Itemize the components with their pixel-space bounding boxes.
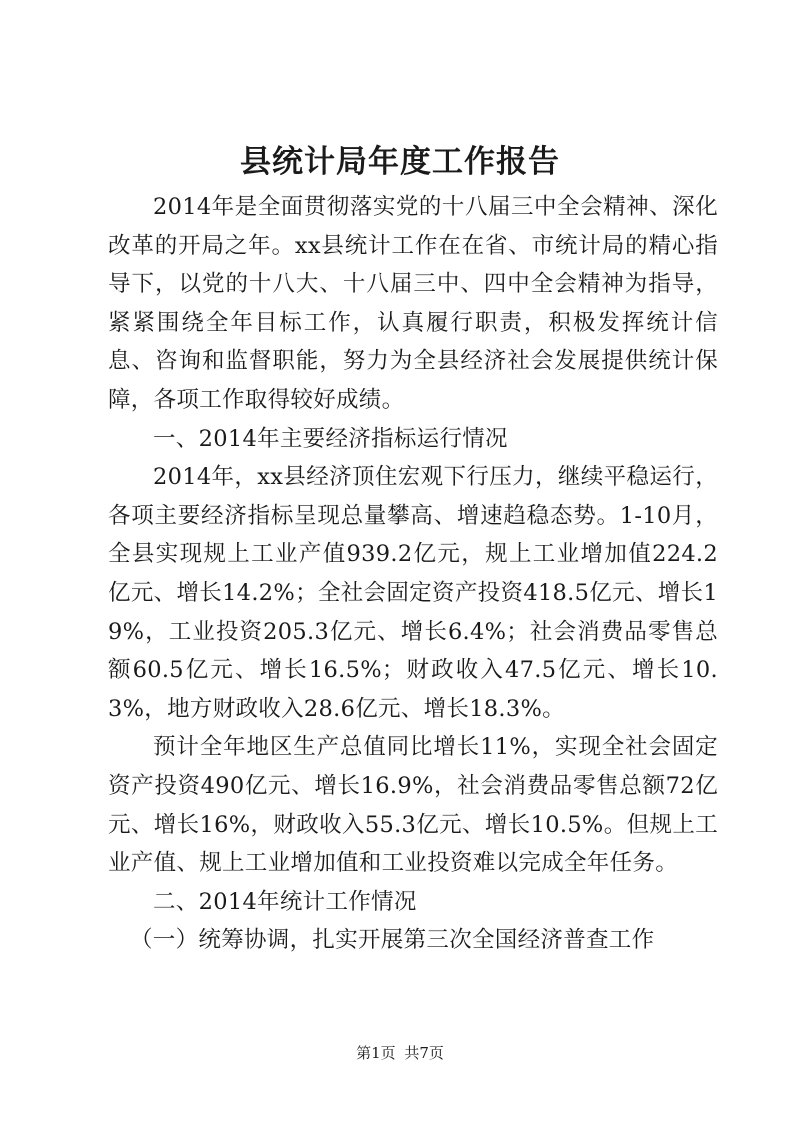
- section-heading-1: 一、2014年主要经济指标运行情况: [153, 425, 508, 452]
- forecast-paragraph: 预计全年地区生产总值同比增长11%，实现全社会固定资产投资490亿元、增长16.9%，社会消费品零售总额72亿元、增长16%，财政收入55.3亿元、增长10.5%。但规上工业产值、规上工业增加值和工业投资难以完成全年任务。: [108, 734, 718, 877]
- page-total: 共7页: [404, 1044, 444, 1062]
- economy-paragraph: 2014年，xx县经济顶住宏观下行压力，继续平稳运行，各项主要经济指标呈现总量攀高、增速趋稳态势。1-10月，全县实现规上工业产值939.2亿元，规上工业增加值224.2亿元、增长14.2%；全社会固定资产投资418.5亿元、增长19%，工业投资205.3亿元、增长6.4%；社会消费品零售总额60.5亿元、增长16.5%；财政收入47.5亿元、增长10.3%，地方财政收入28.6亿元、增长18.3%。: [108, 464, 718, 722]
- section-heading-2: 二、2014年统计工作情况: [153, 888, 417, 915]
- document-title: 县统计局年度工作报告: [240, 144, 560, 180]
- page-footer: [0, 1042, 800, 1064]
- document-body: [108, 188, 718, 960]
- page-number: 第1页: [356, 1044, 396, 1062]
- intro-paragraph: 2014年是全面贯彻落实党的十八届三中全会精神、深化改革的开局之年。xx县统计工作在在省、市统计局的精心指导下，以党的十八大、十八届三中、四中全会精神为指导，紧紧围绕全年目标工作，认真履行职责，积极发挥统计信息、咨询和监督职能，努力为全县经济社会发展提供统计保障，各项工作取得较好成绩。: [108, 194, 718, 413]
- subsection-heading-1: （一）统筹协调，扎实开展第三次全国经济普查工作: [130, 927, 655, 954]
